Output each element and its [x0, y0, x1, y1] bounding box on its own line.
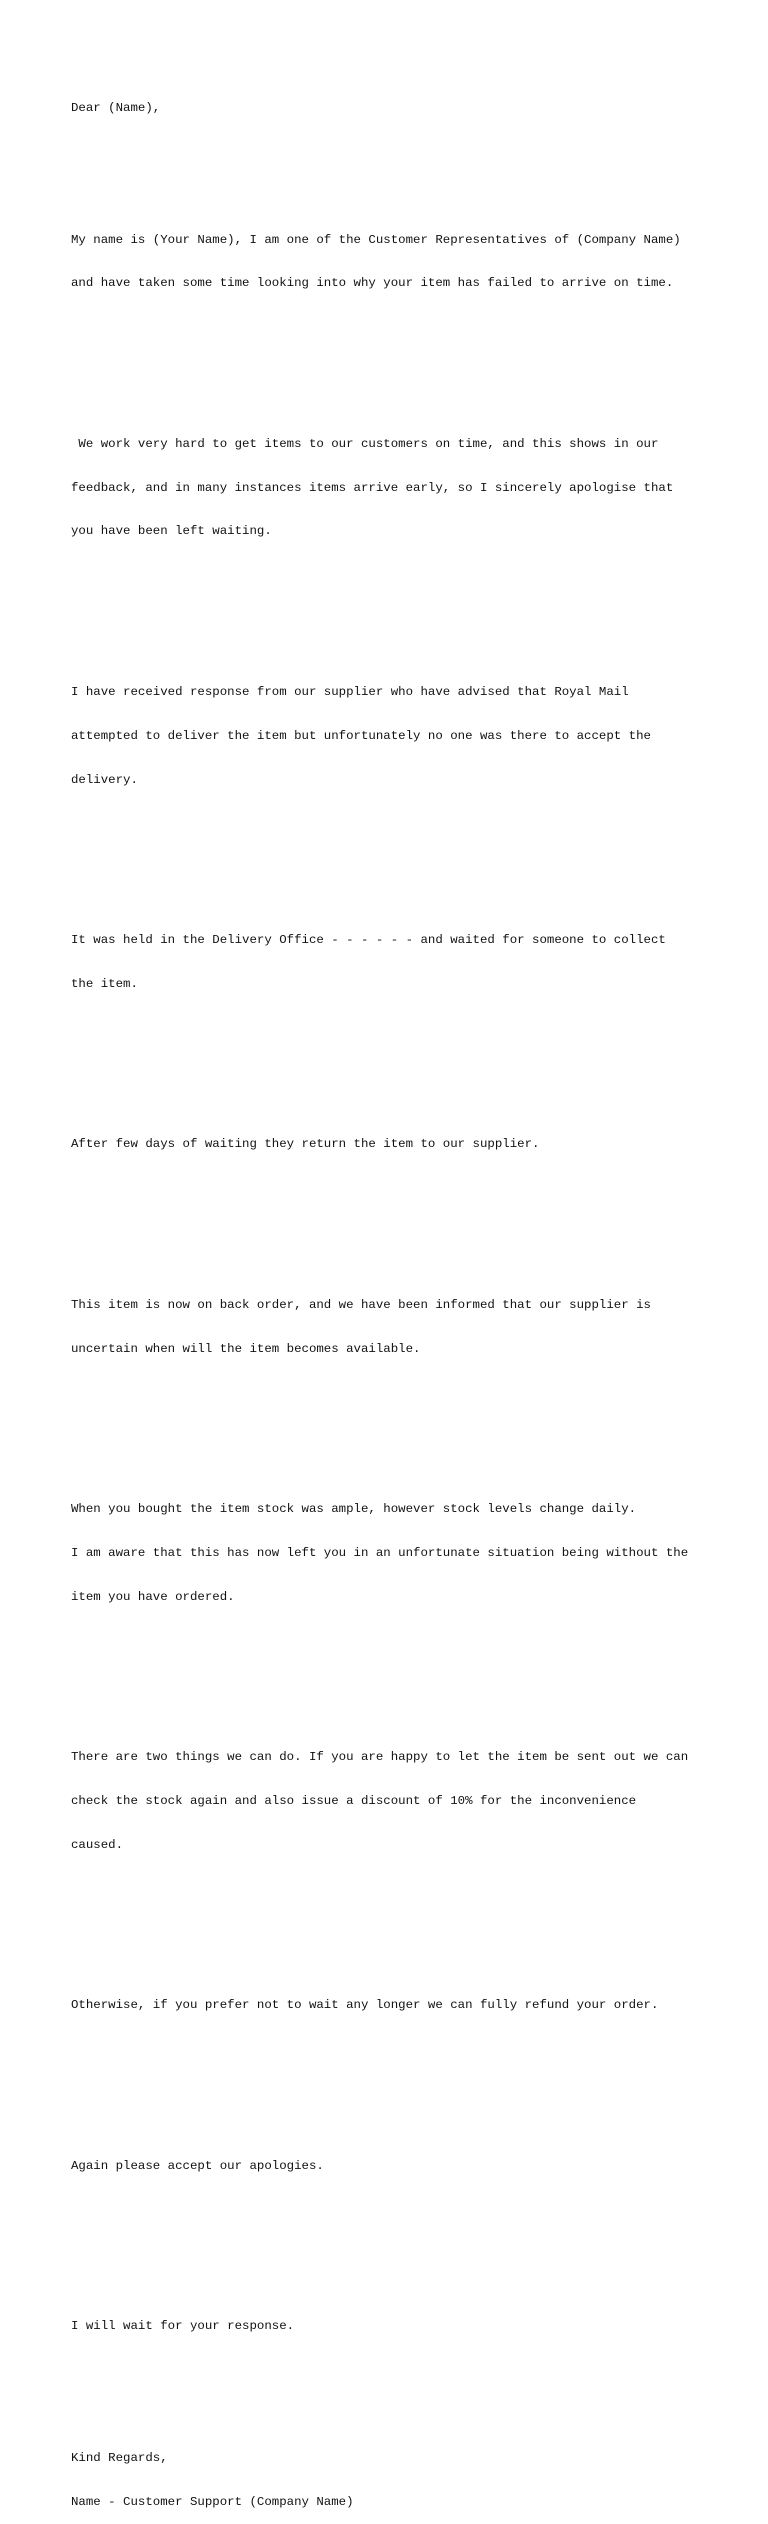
paragraph-line: delivery. [71, 772, 138, 787]
paragraph-apologies [71, 2130, 741, 2203]
paragraph-introduction [71, 203, 741, 320]
paragraph-line: check the stock again and also issue a discount of 10% for the inconvenience [71, 1794, 637, 1809]
paragraph-line: feedback, and in many instances items arrive early, so I sincerely apologise that [71, 480, 674, 495]
paragraph-line: attempted to deliver the item but unfortunately no one was there to accept the [71, 728, 651, 743]
paragraph-line: It was held in the Delivery Office - - - - - - and waited for someone to collect [71, 933, 666, 948]
paragraph-line: I will wait for your response. [71, 2319, 295, 2334]
letter-body [71, 72, 741, 2524]
salutation: Dear (Name), [71, 101, 161, 116]
paragraph-supplier-response [71, 656, 741, 817]
paragraph-stock-levels [71, 1473, 741, 1634]
paragraph-refund [71, 1969, 741, 2042]
paragraph-back-order [71, 1269, 741, 1386]
paragraph-line: uncertain when will the item becomes available. [71, 1341, 421, 1356]
paragraph-line: and have taken some time looking into why your item has failed to arrive on time. [71, 276, 674, 291]
paragraph-line: Again please accept our apologies. [71, 2158, 324, 2173]
paragraph-line: the item. [71, 976, 138, 991]
paragraph-apology [71, 408, 741, 569]
paragraph-line: item you have ordered. [71, 1589, 235, 1604]
paragraph-returned [71, 1108, 741, 1181]
paragraph-line: When you bought the item stock was ample, however stock levels change daily. [71, 1502, 637, 1517]
paragraph-line: I am aware that this has now left you in an unfortunate situation being without the [71, 1545, 689, 1560]
paragraph-line: My name is (Your Name), I am one of the Customer Representatives of (Company Name) [71, 232, 681, 247]
paragraph-line: This item is now on back order, and we have been informed that our supplier is [71, 1297, 651, 1312]
paragraph-line: you have been left waiting. [71, 524, 272, 539]
paragraph-line: Otherwise, if you prefer not to wait any longer we can fully refund your order. [71, 1998, 659, 2013]
paragraph-line: After few days of waiting they return the item to our supplier. [71, 1137, 540, 1152]
paragraph-line: There are two things we can do. If you are happy to let the item be sent out we can [71, 1750, 689, 1765]
paragraph-line: caused. [71, 1837, 124, 1852]
paragraph-line: I have received response from our supplier who have advised that Royal Mail [71, 684, 629, 699]
paragraph-options [71, 1721, 741, 1882]
paragraph-await-response [71, 2290, 741, 2363]
paragraph-line: We work very hard to get items to our customers on time, and this shows in our [71, 436, 659, 451]
paragraph-delivery-office [71, 904, 741, 1021]
closing: Kind Regards, [71, 2450, 168, 2465]
signature: Name - Customer Support (Company Name) [71, 2494, 354, 2509]
